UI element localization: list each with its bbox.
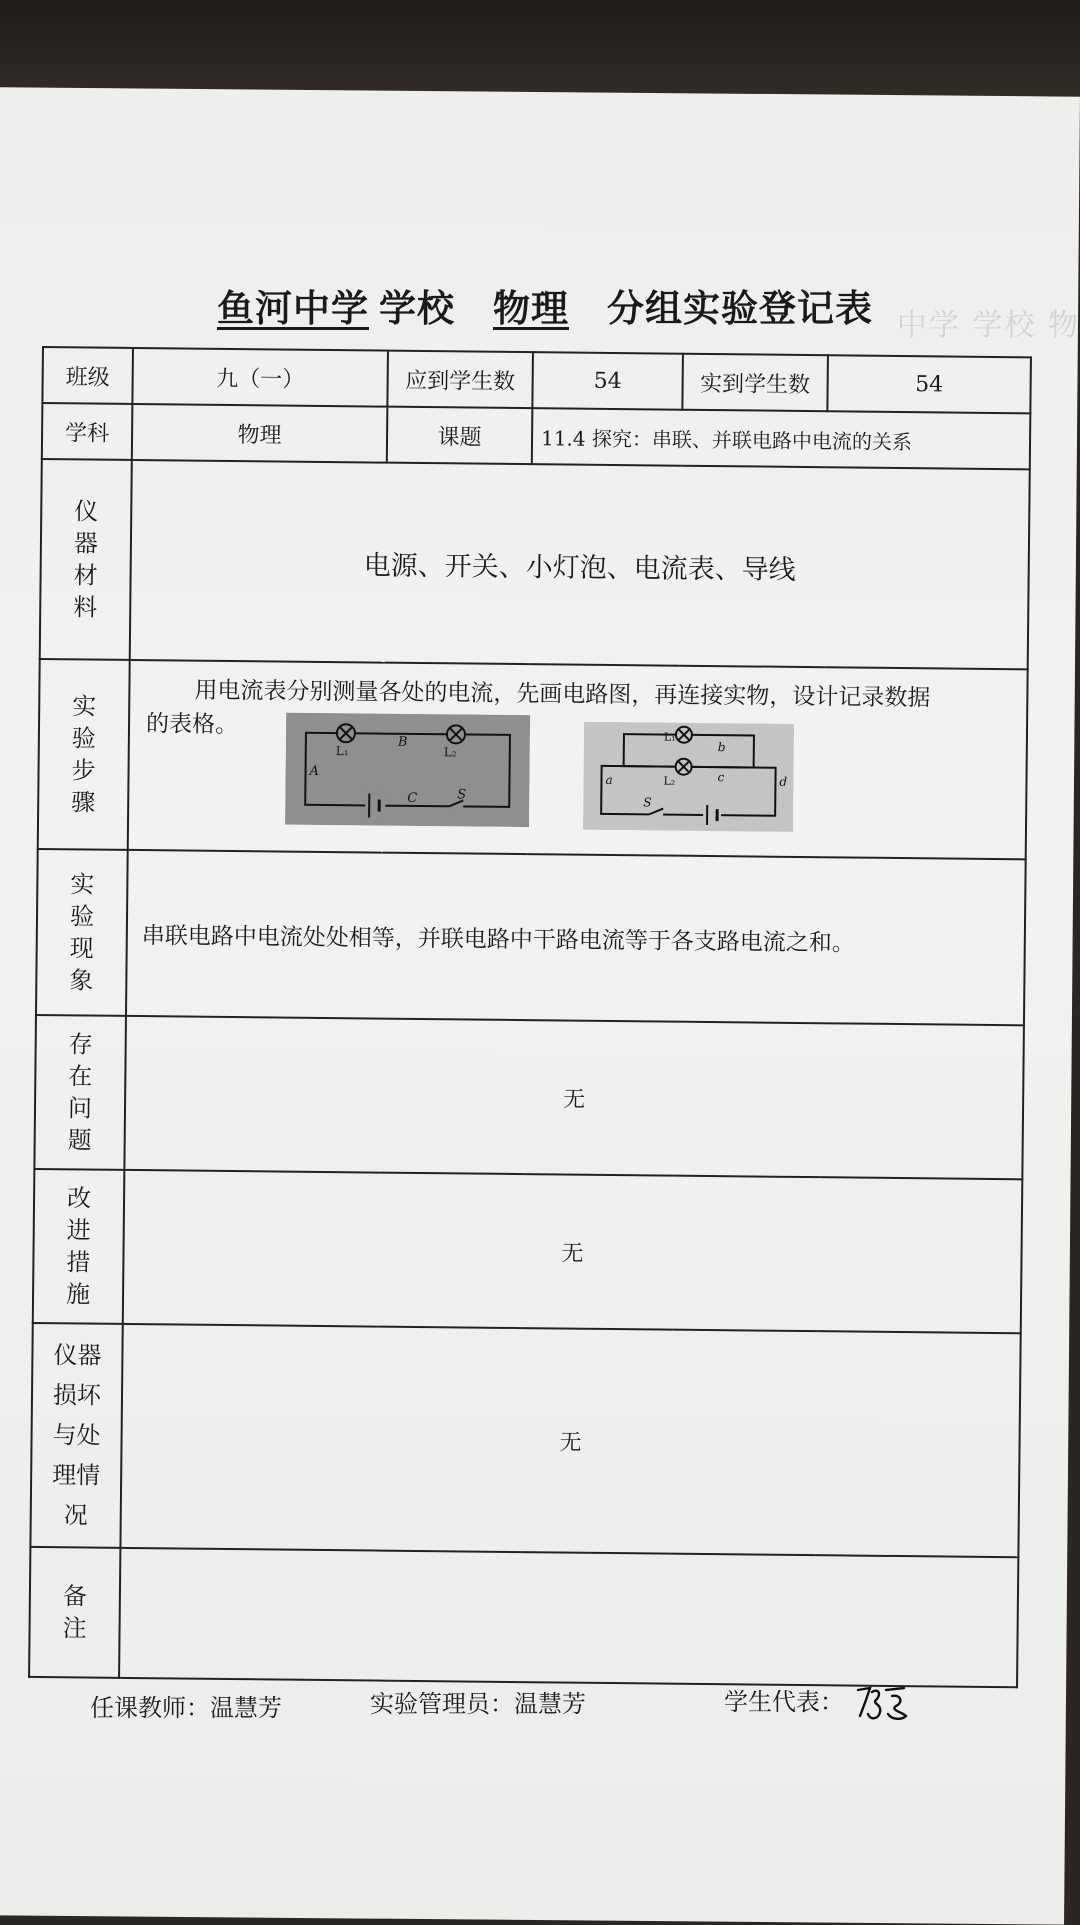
row-steps	[38, 659, 1028, 859]
title-subject: 物理	[455, 278, 607, 332]
topic-value: 11.4 探究：串联、并联电路中电流的关系	[532, 408, 1031, 469]
actual-students-value: 54	[827, 355, 1031, 413]
subject-label: 学科	[42, 403, 133, 460]
row-damage	[30, 1323, 1020, 1557]
equipment-label: 仪 器 材 料	[40, 459, 132, 660]
row-improvements	[33, 1169, 1023, 1333]
admin-signature: 实验管理员：温慧芳	[370, 1684, 586, 1719]
svg-text:b: b	[718, 740, 726, 754]
phenomenon-content: 串联电路中电流处处相等，并联电路中干路电流等于各支路电流之和。	[126, 850, 1026, 1025]
class-label: 班级	[42, 347, 133, 404]
svg-text:A: A	[308, 764, 319, 779]
svg-text:S: S	[457, 787, 466, 802]
svg-text:L₁: L₁	[664, 731, 676, 744]
svg-text:B: B	[397, 735, 408, 750]
problems-label: 存 在 问 题	[34, 1015, 126, 1170]
steps-line-2: 的表格。	[146, 703, 238, 746]
svg-text:L₁: L₁	[336, 744, 349, 758]
remarks-content	[119, 1548, 1018, 1687]
improvements-label: 改 进 措 施	[33, 1169, 125, 1324]
actual-students-label: 实到学生数	[682, 354, 828, 412]
title-school: 鱼河中学	[207, 278, 379, 332]
row-class	[42, 347, 1031, 413]
subject-value: 物理	[132, 404, 388, 463]
row-problems	[34, 1015, 1024, 1179]
svg-text:L₂: L₂	[663, 775, 675, 788]
parallel-circuit-diagram	[583, 722, 794, 832]
series-circuit-diagram	[285, 713, 530, 828]
improvements-content: 无	[123, 1170, 1023, 1333]
title-form-name: 分组实验登记表	[607, 287, 873, 330]
expected-students-label: 应到学生数	[387, 351, 533, 409]
bleed-through-text: 中学 学校 物	[897, 300, 1080, 344]
topic-label: 课题	[387, 407, 533, 465]
damage-label: 仪器 损坏 与处 理情 况	[30, 1323, 122, 1548]
expected-students-value: 54	[532, 352, 683, 410]
steps-line-1: 用电流表分别测量各处的电流，先画电路图，再连接实物，设计记录数据	[194, 678, 930, 712]
svg-text:C: C	[407, 791, 417, 806]
row-remarks	[29, 1547, 1018, 1687]
row-equipment	[40, 459, 1030, 669]
teacher-signature: 任课教师：温慧芳	[90, 1688, 282, 1723]
remarks-label: 备 注	[29, 1547, 120, 1678]
title-school-suffix: 学校	[379, 287, 455, 330]
handwritten-signature	[852, 1682, 912, 1724]
svg-text:c: c	[717, 770, 724, 784]
class-value: 九（一）	[132, 348, 388, 407]
student-representative: 学生代表：	[724, 1682, 912, 1724]
svg-text:d: d	[779, 775, 787, 789]
row-subject	[42, 403, 1031, 469]
equipment-content: 电源、开关、小灯泡、电流表、导线	[130, 460, 1030, 669]
svg-text:a: a	[605, 773, 612, 787]
steps-label: 实 验 步 骤	[38, 659, 130, 850]
row-phenomenon	[36, 849, 1026, 1025]
phenomenon-label: 实 验 现 象	[36, 849, 128, 1016]
form-title	[0, 278, 1080, 332]
damage-content: 无	[120, 1324, 1020, 1557]
svg-text:S: S	[643, 795, 651, 809]
steps-content	[128, 660, 1028, 859]
registration-table	[28, 346, 1032, 1688]
svg-text:L₂: L₂	[444, 745, 457, 759]
problems-content: 无	[124, 1016, 1024, 1179]
